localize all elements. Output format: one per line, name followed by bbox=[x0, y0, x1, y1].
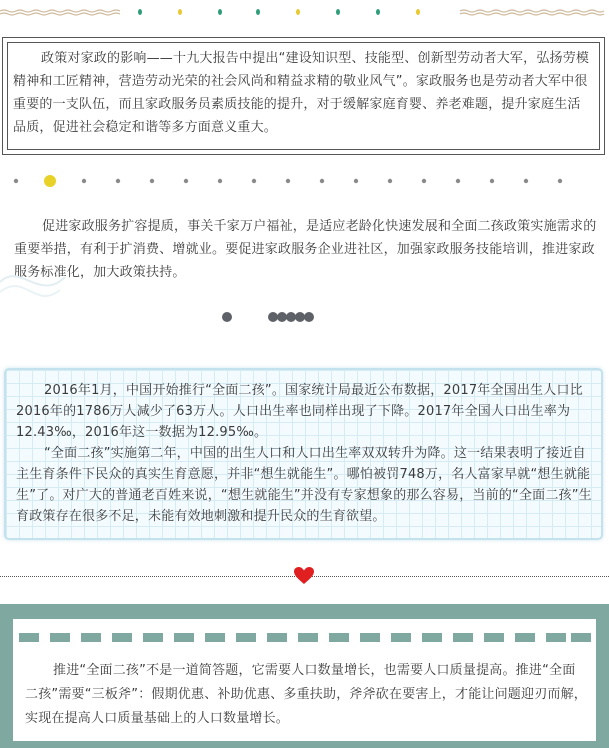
three-axes-text: 推进“全面二孩”不是一道简答题，它需要人口数量增长，也需要人口质量提高。推进“全面二孩”需要“三板斧”：假期优惠、补助优惠、多重扶助，斧斧砍在要害上，才能让问题迎刃而解，实现在提高人口质量基础上的人口数量增长。 bbox=[25, 663, 588, 726]
top-decorative-border bbox=[0, 0, 609, 24]
two-child-paragraph-2: “全面二孩”实施第二年，中国的出生人口和人口出生率双双转升为降。这一结果表明了接近自主生育条件下民众的真实生育意愿，并非“想生就能生”。哪怕被罚748万，名人富家早就“想生就能生”了。对广大的普通老百姓来说，“想生就能生”并没有专家想象的那么容易，当前的“全面二孩”生育政策存在很多不足，未能有效地刺激和提升民众的生育欲望。 bbox=[16, 446, 592, 524]
three-axes-inner bbox=[13, 619, 596, 741]
heart-icon bbox=[293, 566, 315, 586]
two-child-policy-box bbox=[4, 368, 603, 540]
policy-impact-box bbox=[2, 37, 605, 155]
dot-row-divider bbox=[0, 170, 609, 192]
two-child-paragraph-1: 2016年1月，中国开始推行“全面二孩”。国家统计局最近公布数据，2017年全国出生人口比2016年的1786万人减少了63万人。人口出生率也同样出现了下降。2017年全国人口出生率为12.43‰，2016年这一数据为12.95‰。 bbox=[16, 383, 583, 440]
three-axes-box bbox=[0, 604, 609, 748]
housekeeping-expansion-text: 促进家政服务扩容提质，事关千家万户福祉，是适应老龄化快速发展和全面二孩政策实施需求的重要举措，有利于扩消费、增就业。要促进家政服务企业进社区，加强家政服务技能培训，推进家政服务标准化，加大政策扶持。 bbox=[14, 219, 597, 280]
light-swirl-decoration bbox=[0, 252, 70, 312]
policy-impact-text: 政策对家政的影响——十九大报告中提出“建设知识型、技能型、创新型劳动者大军，弘扬劳模精神和工匠精神，营造劳动光荣的社会风尚和精益求精的敬业风气”。家政服务也是劳动者大军中很重要的一支队伍，而且家政服务员素质技能的提升，对于缓解家庭育婴、养老难题，提升家庭生活品质，促进社会稳定和谐等多方面意义重大。 bbox=[13, 51, 590, 135]
dot-group-divider bbox=[215, 308, 325, 326]
dashed-teal-border bbox=[19, 633, 591, 643]
